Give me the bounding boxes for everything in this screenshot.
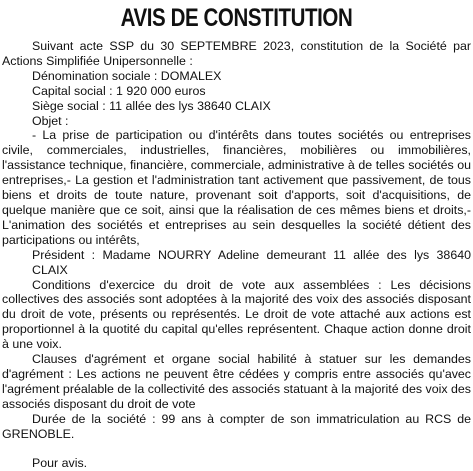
notice-title: AVIS DE CONSTITUTION <box>120 4 353 32</box>
intro-paragraph: Suivant acte SSP du 30 SEPTEMBRE 2023, constitution de la Société par Actions Simplifiée Unipersonnelle : <box>2 39 471 68</box>
closing-line: Pour avis. <box>32 456 88 471</box>
spacer <box>2 441 471 456</box>
duree-paragraph: Durée de la société : 99 ans à compter de son immatriculation au RCS de GRENOBLE. <box>2 411 471 441</box>
siege-line: Siège social : 11 allée des lys 38640 CLAIX <box>32 98 271 113</box>
objet-paragraph: - La prise de participation ou d'intérêts dans toutes sociétés ou entreprises civile, commerciales, industrielles, financières, mobilières ou immobilières, l'assistance technique, financière, commerciale, administrative à de telles sociétés ou entreprises,- La gestion et l'administration tant activement que passivement, de tous biens et droits de toute nature, provenant soit d'apports, soit d'acquisitions, de quelque manière que ce soit, ainsi que la réalisation de ces mêmes biens et droits,- L'animation des sociétés et entreprises au sein desquelles la société détient des participations ou intérêts, <box>2 128 471 247</box>
objet-label: Objet : <box>32 113 69 128</box>
clauses-paragraph: Clauses d'agrément et organe social habilité à statuer sur les demandes d'agrément : Les actions ne peuvent être cédées y compris entre associés qu'avec l'agrément préalable de la collectivité des associés statuant à la majorité des voix des associés disposant du droit de vote <box>2 352 471 411</box>
denomination-line: Dénomination sociale : DOMALEX <box>32 68 222 83</box>
capital-line: Capital social : 1 920 000 euros <box>32 83 206 98</box>
president-line: Président : Madame NOURRY Adeline demeurant 11 allée des lys 38640 CLAIX <box>32 247 471 277</box>
conditions-paragraph: Conditions d'exercice du droit de vote aux assemblées : Les décisions collectives des associés sont adoptées à la majorité des voix des associés disposant du droit de vote, présents ou représentés. Le droit de vote attaché aux actions est proportionnel à la quotité du capital qu'elles représentent. Chaque action donne droit à une voix. <box>2 277 471 352</box>
